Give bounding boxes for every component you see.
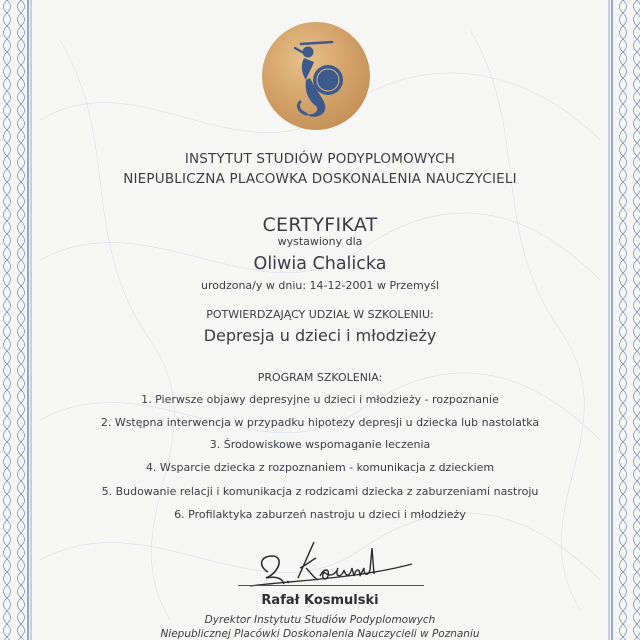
program-heading: PROGRAM SZKOLENIA:: [257, 371, 383, 384]
signatory-role-line-2: Niepublicznej Placówki Doskonalenia Nauczycieli w Poznaniu: [160, 628, 480, 640]
signature-line: [238, 585, 424, 586]
recipient-name: Oliwia Chalicka: [253, 254, 387, 274]
program-item: 4. Wsparcie dziecka z rozpoznaniem - komunikacja z dzieckiem: [145, 461, 495, 474]
program-item: 3. Środowiskowe wspomaganie leczenia: [209, 438, 431, 451]
course-title: Depresja u dzieci i młodzieży: [203, 326, 437, 345]
program-item: 2. Wstępna interwencja w przypadku hipotezy depresji u dziecka lub nastolatka: [100, 416, 540, 429]
birth-info: urodzona/y w dniu: 14-12-2001 w Przemyśl: [200, 279, 439, 292]
program-item: 1. Pierwsze objawy depresyjne u dzieci i młodzieży - rozpoznanie: [141, 393, 499, 406]
confirmation-label: POTWIERDZAJĄCY UDZIAŁ W SZKOLENIU:: [206, 308, 434, 321]
institution-line-1: INSTYTUT STUDIÓW PODYPLOMOWYCH: [184, 151, 456, 167]
issued-for-label: wystawiony dla: [277, 235, 363, 248]
program-item: 5. Budowanie relacji i komunikacja z rodzicami dziecka z zaburzeniami nastroju: [101, 485, 539, 498]
signatory-name: Rafał Kosmulski: [261, 593, 379, 608]
institution-line-2: NIEPUBLICZNA PLACOWKA DOSKONALENIA NAUCZYCIELI: [123, 171, 517, 187]
certificate-title: CERTYFIKAT: [262, 214, 378, 236]
mermaid-emblem-icon: [262, 22, 370, 130]
program-item: 6. Profilaktyka zaburzeń nastroju u dzieci i młodzieży: [174, 508, 466, 521]
signatory-role-line-1: Dyrektor Instytutu Studiów Podyplomowych: [204, 614, 436, 626]
emblem-medal: [262, 22, 370, 130]
